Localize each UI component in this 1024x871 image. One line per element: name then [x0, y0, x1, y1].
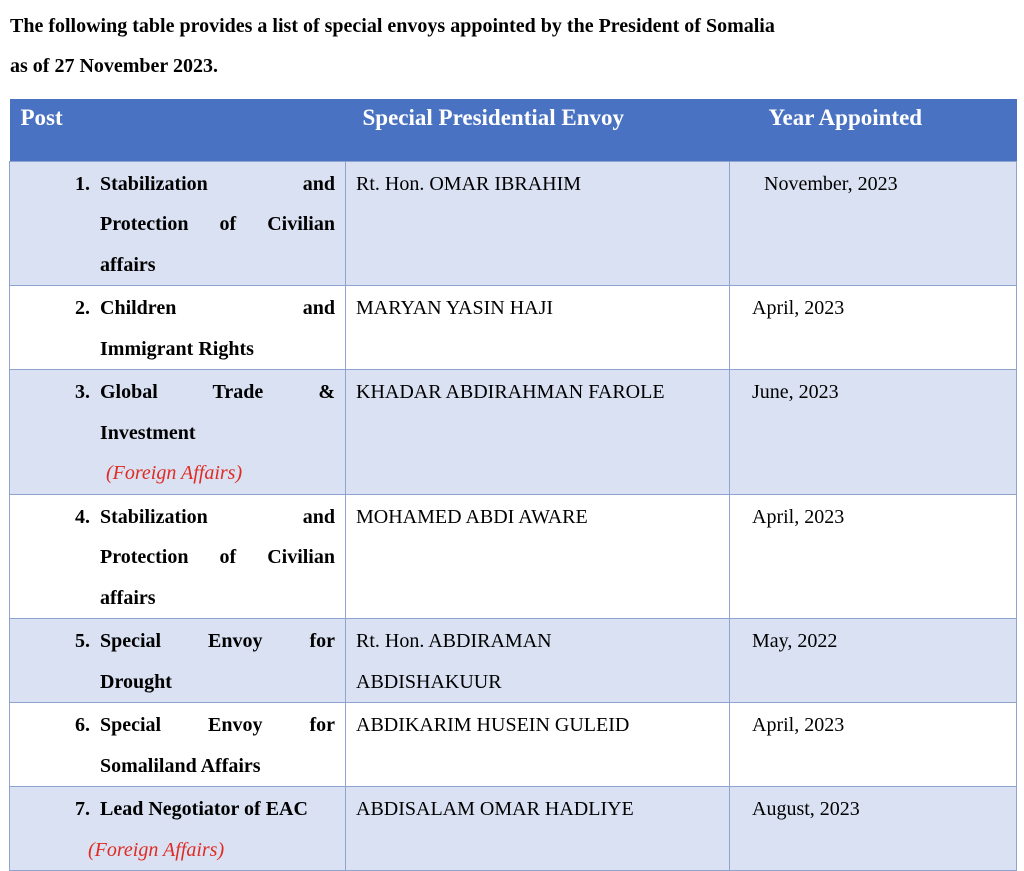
- post-title-line: Global Trade &: [100, 381, 335, 403]
- table-row: [10, 494, 1017, 619]
- post-number: 6.: [75, 714, 90, 736]
- year-cell: [730, 370, 1017, 495]
- year-appointed: November, 2023: [764, 172, 898, 195]
- envoy-name: [346, 495, 729, 538]
- envoy-cell: [346, 370, 730, 495]
- header-envoy: Special Presidential Envoy: [362, 105, 625, 130]
- post-title-line: Investment: [100, 421, 196, 444]
- post-title-line: Somaliland Affairs: [100, 754, 261, 777]
- envoy-name: [346, 703, 729, 746]
- post-title-line: Special Envoy for: [100, 630, 335, 652]
- post-body: [88, 789, 335, 870]
- header-year: Year Appointed: [768, 105, 923, 130]
- table-row: [10, 619, 1017, 703]
- envoy-cell: [346, 703, 730, 787]
- year-cell: [730, 286, 1017, 370]
- envoy-name: [346, 286, 729, 329]
- post-number: 2.: [75, 297, 90, 319]
- envoy-cell: [346, 787, 730, 871]
- post-title-line: Children and: [100, 297, 335, 319]
- envoy-cell: [346, 619, 730, 703]
- intro-line-2: as of 27 November 2023.: [10, 55, 218, 77]
- post-title-line: Lead Negotiator of EAC: [100, 798, 308, 820]
- year-appointed: May, 2022: [752, 630, 838, 652]
- post-body: [100, 705, 335, 786]
- table-row: [10, 370, 1017, 495]
- envoy-name-line: ABDIKARIM HUSEIN GULEID: [356, 714, 630, 736]
- table-row: [10, 161, 1017, 286]
- envoys-table: [9, 99, 1017, 871]
- post-title-line: Immigrant Rights: [100, 337, 254, 360]
- table-row: [10, 286, 1017, 370]
- post-body: [100, 288, 335, 369]
- post-title-line: Protection of Civilian: [100, 213, 335, 235]
- envoy-name-line: Rt. Hon. OMAR IBRAHIM: [356, 172, 582, 195]
- intro-paragraph: [10, 6, 1010, 86]
- post-note: (Foreign Affairs): [88, 838, 225, 861]
- post-number: 4.: [75, 505, 90, 528]
- post-title-line: Special Envoy for: [100, 714, 335, 736]
- intro-line-1: The following table provides a list of special envoys appointed by the President of Somalia: [10, 15, 775, 37]
- post-cell-content: [10, 495, 345, 619]
- post-number: 7.: [75, 798, 90, 820]
- post-title-line: Protection of Civilian: [100, 546, 335, 568]
- envoy-name: [346, 619, 729, 702]
- envoy-name: [346, 787, 729, 830]
- post-cell: [10, 703, 346, 787]
- post-body: [100, 164, 335, 286]
- post-body: [100, 372, 335, 494]
- year-appointed: April, 2023: [752, 714, 845, 736]
- post-number: 5.: [75, 630, 90, 652]
- post-cell: [10, 494, 346, 619]
- post-title-line: affairs: [100, 586, 156, 609]
- post-cell-content: [10, 286, 345, 369]
- envoy-name: [346, 162, 729, 205]
- post-cell: [10, 787, 346, 871]
- post-cell: [10, 619, 346, 703]
- envoy-cell: [346, 161, 730, 286]
- post-number: 1.: [75, 172, 90, 195]
- year-cell: [730, 161, 1017, 286]
- envoy-name-line: ABDISALAM OMAR HADLIYE: [356, 798, 634, 820]
- envoy-name-line: MOHAMED ABDI AWARE: [356, 505, 588, 528]
- year-appointed: June, 2023: [752, 381, 839, 403]
- envoy-name-line: KHADAR ABDIRAHMAN FAROLE: [356, 381, 665, 403]
- table-row: [10, 703, 1017, 787]
- header-post: Post: [20, 105, 63, 130]
- post-cell: [10, 286, 346, 370]
- post-cell-content: [10, 619, 345, 702]
- table-row: [10, 787, 1017, 871]
- year-appointed: April, 2023: [752, 505, 845, 528]
- envoy-name: [346, 370, 729, 413]
- header-row: [10, 99, 1017, 161]
- post-note: (Foreign Affairs): [106, 462, 243, 484]
- year-cell: [730, 494, 1017, 619]
- post-cell: [10, 161, 346, 286]
- table-header: [10, 99, 1017, 161]
- post-title-line: Drought: [100, 670, 172, 693]
- post-cell-content: [10, 370, 345, 494]
- post-cell: [10, 370, 346, 495]
- post-cell-content: [10, 162, 345, 286]
- year-cell: [730, 787, 1017, 871]
- post-number: 3.: [75, 381, 90, 403]
- year-cell: [730, 703, 1017, 787]
- envoy-name-line: ABDISHAKUUR: [356, 670, 502, 693]
- post-title-line: Stabilization and: [100, 172, 335, 195]
- post-body: [100, 497, 335, 619]
- envoy-cell: [346, 286, 730, 370]
- post-cell-content: [10, 787, 345, 870]
- year-cell: [730, 619, 1017, 703]
- envoy-name-line: MARYAN YASIN HAJI: [356, 297, 554, 319]
- post-cell-content: [10, 703, 345, 786]
- envoy-name-line: Rt. Hon. ABDIRAMAN: [356, 630, 552, 652]
- post-body: [100, 621, 335, 702]
- table-body: [10, 161, 1017, 871]
- year-appointed: April, 2023: [752, 297, 845, 319]
- year-appointed: August, 2023: [752, 798, 860, 820]
- post-title-line: Stabilization and: [100, 505, 335, 528]
- post-title-line: affairs: [100, 253, 156, 276]
- envoy-cell: [346, 494, 730, 619]
